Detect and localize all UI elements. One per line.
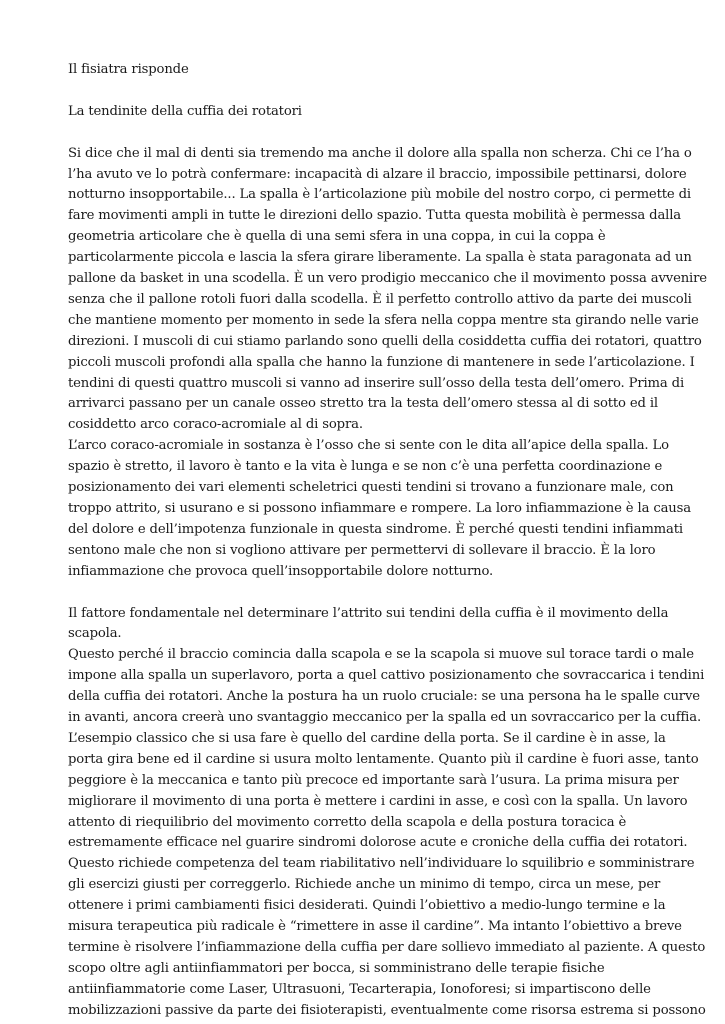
- text-line: spazio è stretto, il lavoro è tanto e la vita è lunga e se non c’è una perfetta coordinazione e: [68, 459, 663, 475]
- text-line: troppo attrito, si usurano e si possono infiammare e rompere. La loro infiammazione è la causa: [68, 501, 691, 516]
- text-line: che mantiene momento per momento in sede la sfera nella coppa mentre sta girando nelle varie: [68, 312, 699, 328]
- spacer: [68, 81, 663, 102]
- text-line: Questo perché il braccio comincia dalla scapola e se la scapola si muove sul torace tardi o male: [68, 647, 694, 663]
- paragraph-4: [68, 645, 706, 1021]
- paragraph-2: [68, 436, 691, 582]
- text-line: attento di riequilibrio del movimento corretto della scapola e della postura toracica è: [68, 814, 627, 830]
- document-page: [68, 60, 707, 1022]
- text-line: estremamente efficace nel guarire sindromi dolorose acute e croniche della cuffia dei rotatori.: [68, 835, 688, 851]
- text-line: antiinfiammatorie come Laser, Ultrasuoni, Tecarterapia, Ionoforesi; si impartiscono delle: [68, 981, 651, 997]
- text-line: geometria articolare che è quella di una semi sfera in una coppa, in cui la coppa è: [68, 229, 606, 245]
- paragraph-3: [68, 604, 669, 646]
- text-line: peggiore è la meccanica e tanto più precoce ed importante sarà l’usura. La prima misura per: [68, 772, 679, 788]
- text-line: infiammazione che provoca quell’insopportabile dolore notturno.: [68, 563, 494, 579]
- text-line: tendini di questi quattro muscoli si vanno ad inserire sull’osso della testa dell’omero. Prima di: [68, 375, 685, 391]
- text-line: scopo oltre agli antiinfiammatori per bocca, si somministrano delle terapie fisiche: [68, 960, 605, 976]
- text-line: Il fattore fondamentale nel determinare l’attrito sui tendini della cuffia è il movimento della: [68, 605, 669, 621]
- text-line: Si dice che il mal di denti sia tremendo ma anche il dolore alla spalla non scherza. Chi ce l’ha o: [68, 145, 692, 161]
- spacer: [68, 583, 663, 604]
- text-line: posizionamento dei vari elementi scheletrici questi tendini si trovano a funzionare male, con: [68, 480, 674, 496]
- text-line: ottenere i primi cambiamenti fisici desiderati. Quindi l’obiettivo a medio-lungo termine e la: [68, 898, 666, 914]
- text-line: fare movimenti ampli in tutte le direzioni dello spazio. Tutta questa mobilità è permessa dalla: [68, 208, 682, 224]
- paragraph-1: [68, 144, 707, 437]
- text-line: mobilizzazioni passive da parte dei fisioterapisti, eventualmente come risorsa estrema si possono: [68, 1002, 706, 1018]
- text-line: particolarmente piccola e lascia la sfera girare liberamente. La spalla è stata paragonata ad un: [68, 250, 692, 266]
- text-line: termine è risolvere l’infiammazione della cuffia per dare sollievo immediato al paziente. A questo: [68, 940, 706, 956]
- text-line: misura terapeutica più radicale è “rimettere in asse il cardine”. Ma intanto l’obiettivo a breve: [68, 919, 682, 935]
- text-line: cosiddetto arco coraco-acromiale al di sopra.: [68, 417, 363, 433]
- text-line: della cuffia dei rotatori. Anche la postura ha un ruolo cruciale: se una persona ha le spalle curve: [68, 689, 700, 705]
- text-line: pallone da basket in una scodella. È un vero prodigio meccanico che il movimento possa avvenire: [68, 271, 707, 287]
- text-line: notturno insopportabile... La spalla è l’articolazione più mobile del nostro corpo, ci permette di: [68, 187, 691, 203]
- text-line: porta gira bene ed il cardine si usura molto lentamente. Quanto più il cardine è fuori asse, tanto: [68, 751, 699, 767]
- text-line: direzioni. I muscoli di cui stiamo parlando sono quelli della cosiddetta cuffia dei rotatori, quattro: [68, 333, 702, 349]
- text-line: gli esercizi giusti per correggerlo. Richiede anche un minimo di tempo, circa un mese, per: [68, 877, 661, 893]
- article-title: La tendinite della cuffia dei rotatori: [68, 103, 302, 119]
- text-line: arrivarci passano per un canale osseo stretto tra la testa dell’omero stessa al di sotto ed il: [68, 396, 658, 412]
- text-line: senza che il pallone rotoli fuori dalla scodella. È il perfetto controllo attivo da parte dei muscoli: [68, 291, 692, 307]
- text-line: L’esempio classico che si usa fare è quello del cardine della porta. Se il cardine è in asse, la: [68, 730, 666, 746]
- text-line: piccoli muscoli profondi alla spalla che hanno la funzione di mantenere in sede l’articolazione. I: [68, 354, 695, 370]
- text-line: L’arco coraco-acromiale in sostanza è l’osso che si sente con le dita all’apice della spalla. Lo: [68, 438, 669, 454]
- text-line: sentono male che non si vogliono attivare per permettervi di sollevare il braccio. È la loro: [68, 542, 656, 558]
- text-line: migliorare il movimento di una porta è mettere i cardini in asse, e così con la spalla. Un lavoro: [68, 793, 688, 809]
- text-line: in avanti, ancora creerà uno svantaggio meccanico per la spalla ed un sovraccarico per la cuffia.: [68, 710, 701, 726]
- text-line: Questo richiede competenza del team riabilitativo nell’individuare lo squilibrio e somministrare: [68, 856, 695, 872]
- text-line: scapola.: [68, 626, 122, 642]
- text-line: del dolore e dell’impotenza funzionale in questa sindrome. È perché questi tendini infiammati: [68, 521, 683, 537]
- spacer: [68, 123, 663, 144]
- document-heading: Il fisiatra risponde: [68, 62, 189, 77]
- text-line: impone alla spalla un superlavoro, porta a quel cattivo posizionamento che sovraccarica i tendini: [68, 668, 705, 684]
- text-line: l’ha avuto ve lo potrà confermare: incapacità di alzare il braccio, impossibile pettinarsi, dolore: [68, 166, 687, 182]
